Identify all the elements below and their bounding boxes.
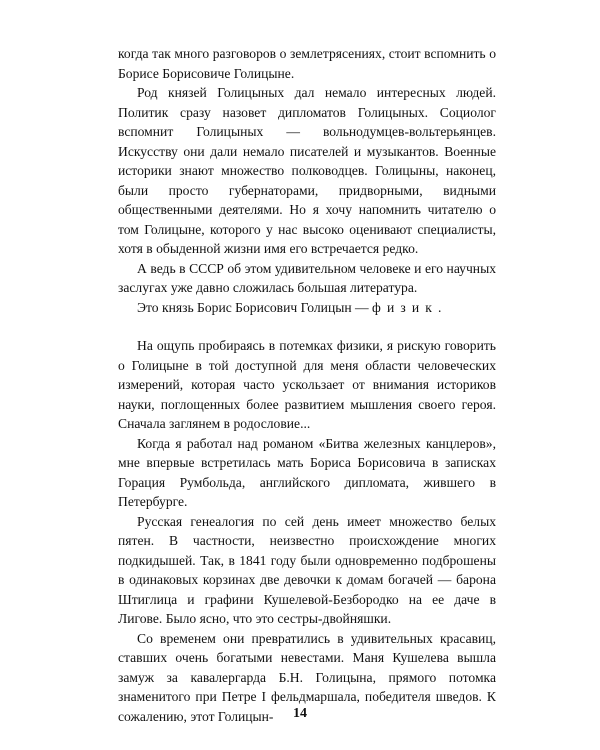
paragraph-3: А ведь в СССР об этом удивительном человеке и его научных заслугах уже давно сложилась большая литература. — [118, 260, 496, 295]
section-divider-space — [118, 317, 496, 336]
paragraph-2: Род князей Голицыных дал немало интересных людей. Политик сразу назовет дипломатов Голицыных. Социолог вспомнит Голицыных — вольнодумцев-вольтерьянцев. Искусству они дали немало писателей и музыкантов. Военные историки знают множество полководцев. Голицыны, наконец, были просто губернаторами, придворными, видными общественными деятелями. Но я хочу напомнить читателю о том Голицыне, которого у нас высоко оценивают специалисты, хотя в обыденной жизни имя его встречается редко. — [118, 85, 496, 256]
paragraph-1: когда так много разговоров о землетрясениях, стоит вспомнить о Борисе Борисовиче Голицыне. — [118, 46, 496, 81]
paragraph-4 — [118, 298, 496, 318]
final-line-prefix: Это князь Борис Борисович Голицын — — [137, 299, 373, 315]
body-text — [118, 44, 496, 726]
final-line-spaced-word: физик. — [372, 299, 448, 315]
paragraph-5: На ощупь пробираясь в потемках физики, я рискую говорить о Голицыне в той доступной для меня области человеческих измерений, которая часто ускользает от внимания историков науки, поглощенных более развитием мышления своего героя. Сначала заглянем в родословие... — [118, 338, 496, 431]
paragraph-7: Русская генеалогия по сей день имеет множество белых пятен. В частности, неизвестно происхождение многих подкидышей. Так, в 1841 году были одновременно подброшены в одинаковых корзинах две девочки к домам богачей — барона Штиглица и графини Кушелевой-Безбородко на ее даче в Лигове. Было ясно, что это сестры-двойняшки. — [118, 513, 496, 626]
paragraph-8: Со временем они превратились в удивительных красавиц, ставших очень богатыми невестами. Маня Кушелева вышла замуж за кавалергарда Б.Н. Голицына, прямого потомка знаменитого при Петре I фельдмаршала, победителя шведов. К сожалению, этот Голицын- — [118, 630, 496, 724]
paragraph-6: Когда я работал над романом «Битва железных канцлеров», мне впервые встретилась мать Бориса Борисовича в записках Горация Румбольда, английского дипломата, жившего в Петербурге. — [118, 435, 496, 509]
page-number: 14 — [293, 706, 307, 721]
